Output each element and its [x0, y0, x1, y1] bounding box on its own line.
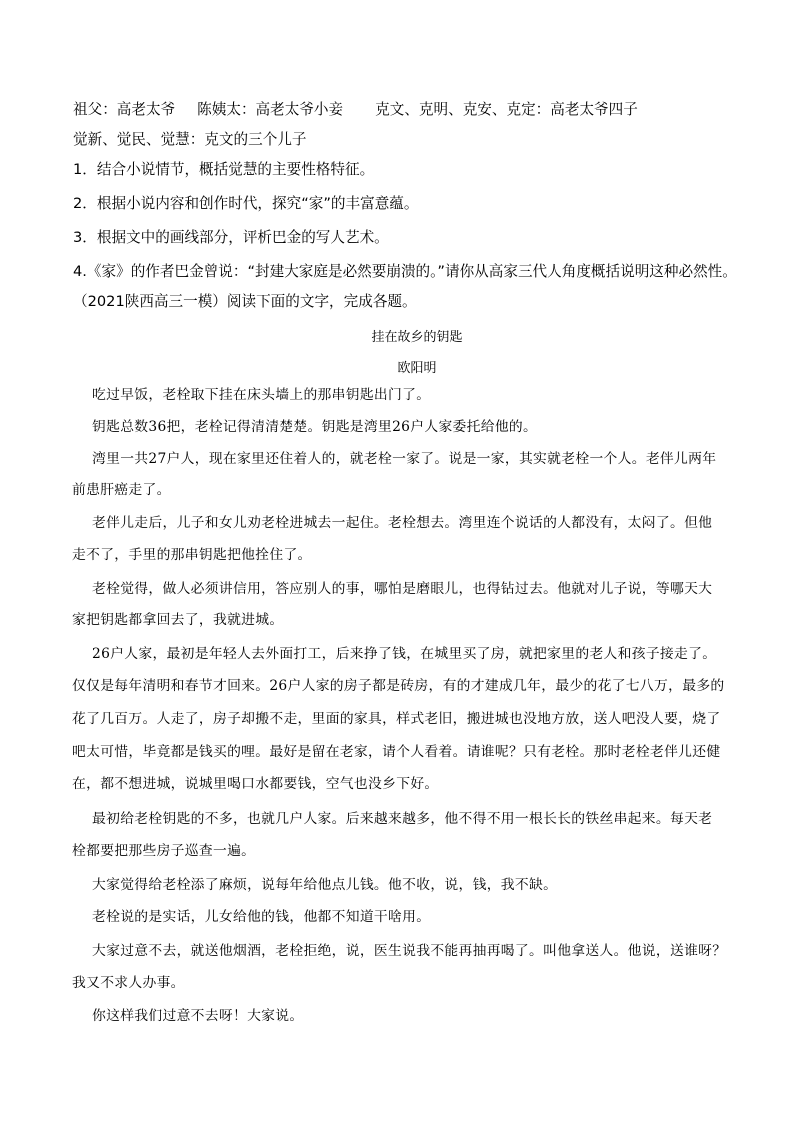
question-2: 2．根据小说内容和创作时代，探究“家”的丰富意蕴。: [73, 195, 419, 212]
paragraph: 大家过意不去，就送他烟酒，老栓拒绝，说，医生说我不能再抽再喝了。叫他拿送人。他说，送谁呀？: [92, 943, 727, 959]
character-line-2: 觉新、觉民、觉慧：克文的三个儿子: [73, 131, 307, 148]
paragraph: 最初给老栓钥匙的不多，也就几户人家。后来越来越多，他不得不用一根长长的铁丝串起来。每天老: [92, 811, 713, 827]
story-author: 欧阳明: [397, 361, 437, 376]
paragraph-continued: 花了几百万。人走了，房子却搬不走，里面的家具，样式老旧，搬进城也没地方放，送人吧没人要，烧了: [72, 711, 721, 727]
paragraph-continued: 走不了，手里的那串钥匙把他拴住了。: [72, 547, 312, 563]
paragraph-continued: 我又不求人办事。: [72, 975, 185, 991]
question-4: 4.《家》的作者巴金曾说：“封建大家庭是必然要崩溃的。”请你从高家三代人角度概括说明这种必然性。: [73, 263, 737, 280]
character-sons: 克文、克明、克安、克定：高老太爷四子: [375, 101, 638, 118]
story-title: 挂在故乡的钥匙: [371, 330, 463, 345]
question-3: 3．根据文中的画线部分，评析巴金的写人艺术。: [73, 229, 389, 246]
question-1: 1．结合小说情节，概括觉慧的主要性格特征。: [73, 161, 375, 178]
paragraph: 老栓说的是实话，儿女给他的钱，他都不知道干啥用。: [92, 909, 431, 925]
paragraph-continued: 前患肝癌走了。: [72, 482, 171, 498]
question-section: [73, 100, 737, 312]
paragraph-continued: 在，都不想进城，说城里喝口水都要钱，空气也没乡下好。: [72, 776, 439, 792]
paragraph: 钥匙总数36把，老栓记得清清楚楚。钥匙是湾里26户人家委托给他的。: [92, 419, 538, 435]
paragraph: 老伴儿走后，儿子和女儿劝老栓进城去一起住。老栓想去。湾里连个说话的人都没有，太闷了。但他: [92, 515, 713, 531]
character-grandfather: 祖父：高老太爷: [73, 101, 176, 118]
paragraph-continued: 栓都要把那些房子巡查一遍。: [72, 843, 256, 859]
paragraph-continued: 仅仅是每年清明和春节才回来。26户人家的房子都是砖房，有的才建成几年，最少的花了七八万，最多的: [72, 678, 725, 694]
paragraph-continued: 吧太可惜，毕竟都是钱买的哩。最好是留在老家，请个人看着。请谁呢？只有老栓。那时老栓老伴儿还健: [72, 744, 721, 760]
paragraph: 吃过早饭，老栓取下挂在床头墙上的那串钥匙出门了。: [92, 387, 431, 403]
paragraph: 湾里一共27户人，现在家里还住着人的，就老栓一家了。说是一家，其实就老栓一个人。老伴儿两年: [92, 451, 717, 467]
character-line-1: [73, 100, 733, 120]
paragraph: 老栓觉得，做人必须讲信用，答应别人的事，哪怕是磨眼儿，也得钻过去。他就对儿子说，等哪天大: [92, 581, 713, 597]
character-concubine: 陈姨太：高老太爷小妾: [197, 101, 344, 118]
source-line: （2021陕西高三一模）阅读下面的文字，完成各题。: [73, 293, 417, 310]
paragraph: 26户人家，最初是年轻人去外面打工，后来挣了钱，在城里买了房，就把家里的老人和孩子接走了。: [92, 646, 717, 662]
paragraph-continued: 家把钥匙都拿回去了，我就进城。: [72, 612, 284, 628]
paragraph: 大家觉得给老栓添了麻烦，说每年给他点儿钱。他不收，说，钱，我不缺。: [92, 877, 558, 893]
paragraph: 你这样我们过意不去呀！大家说。: [92, 1008, 304, 1024]
